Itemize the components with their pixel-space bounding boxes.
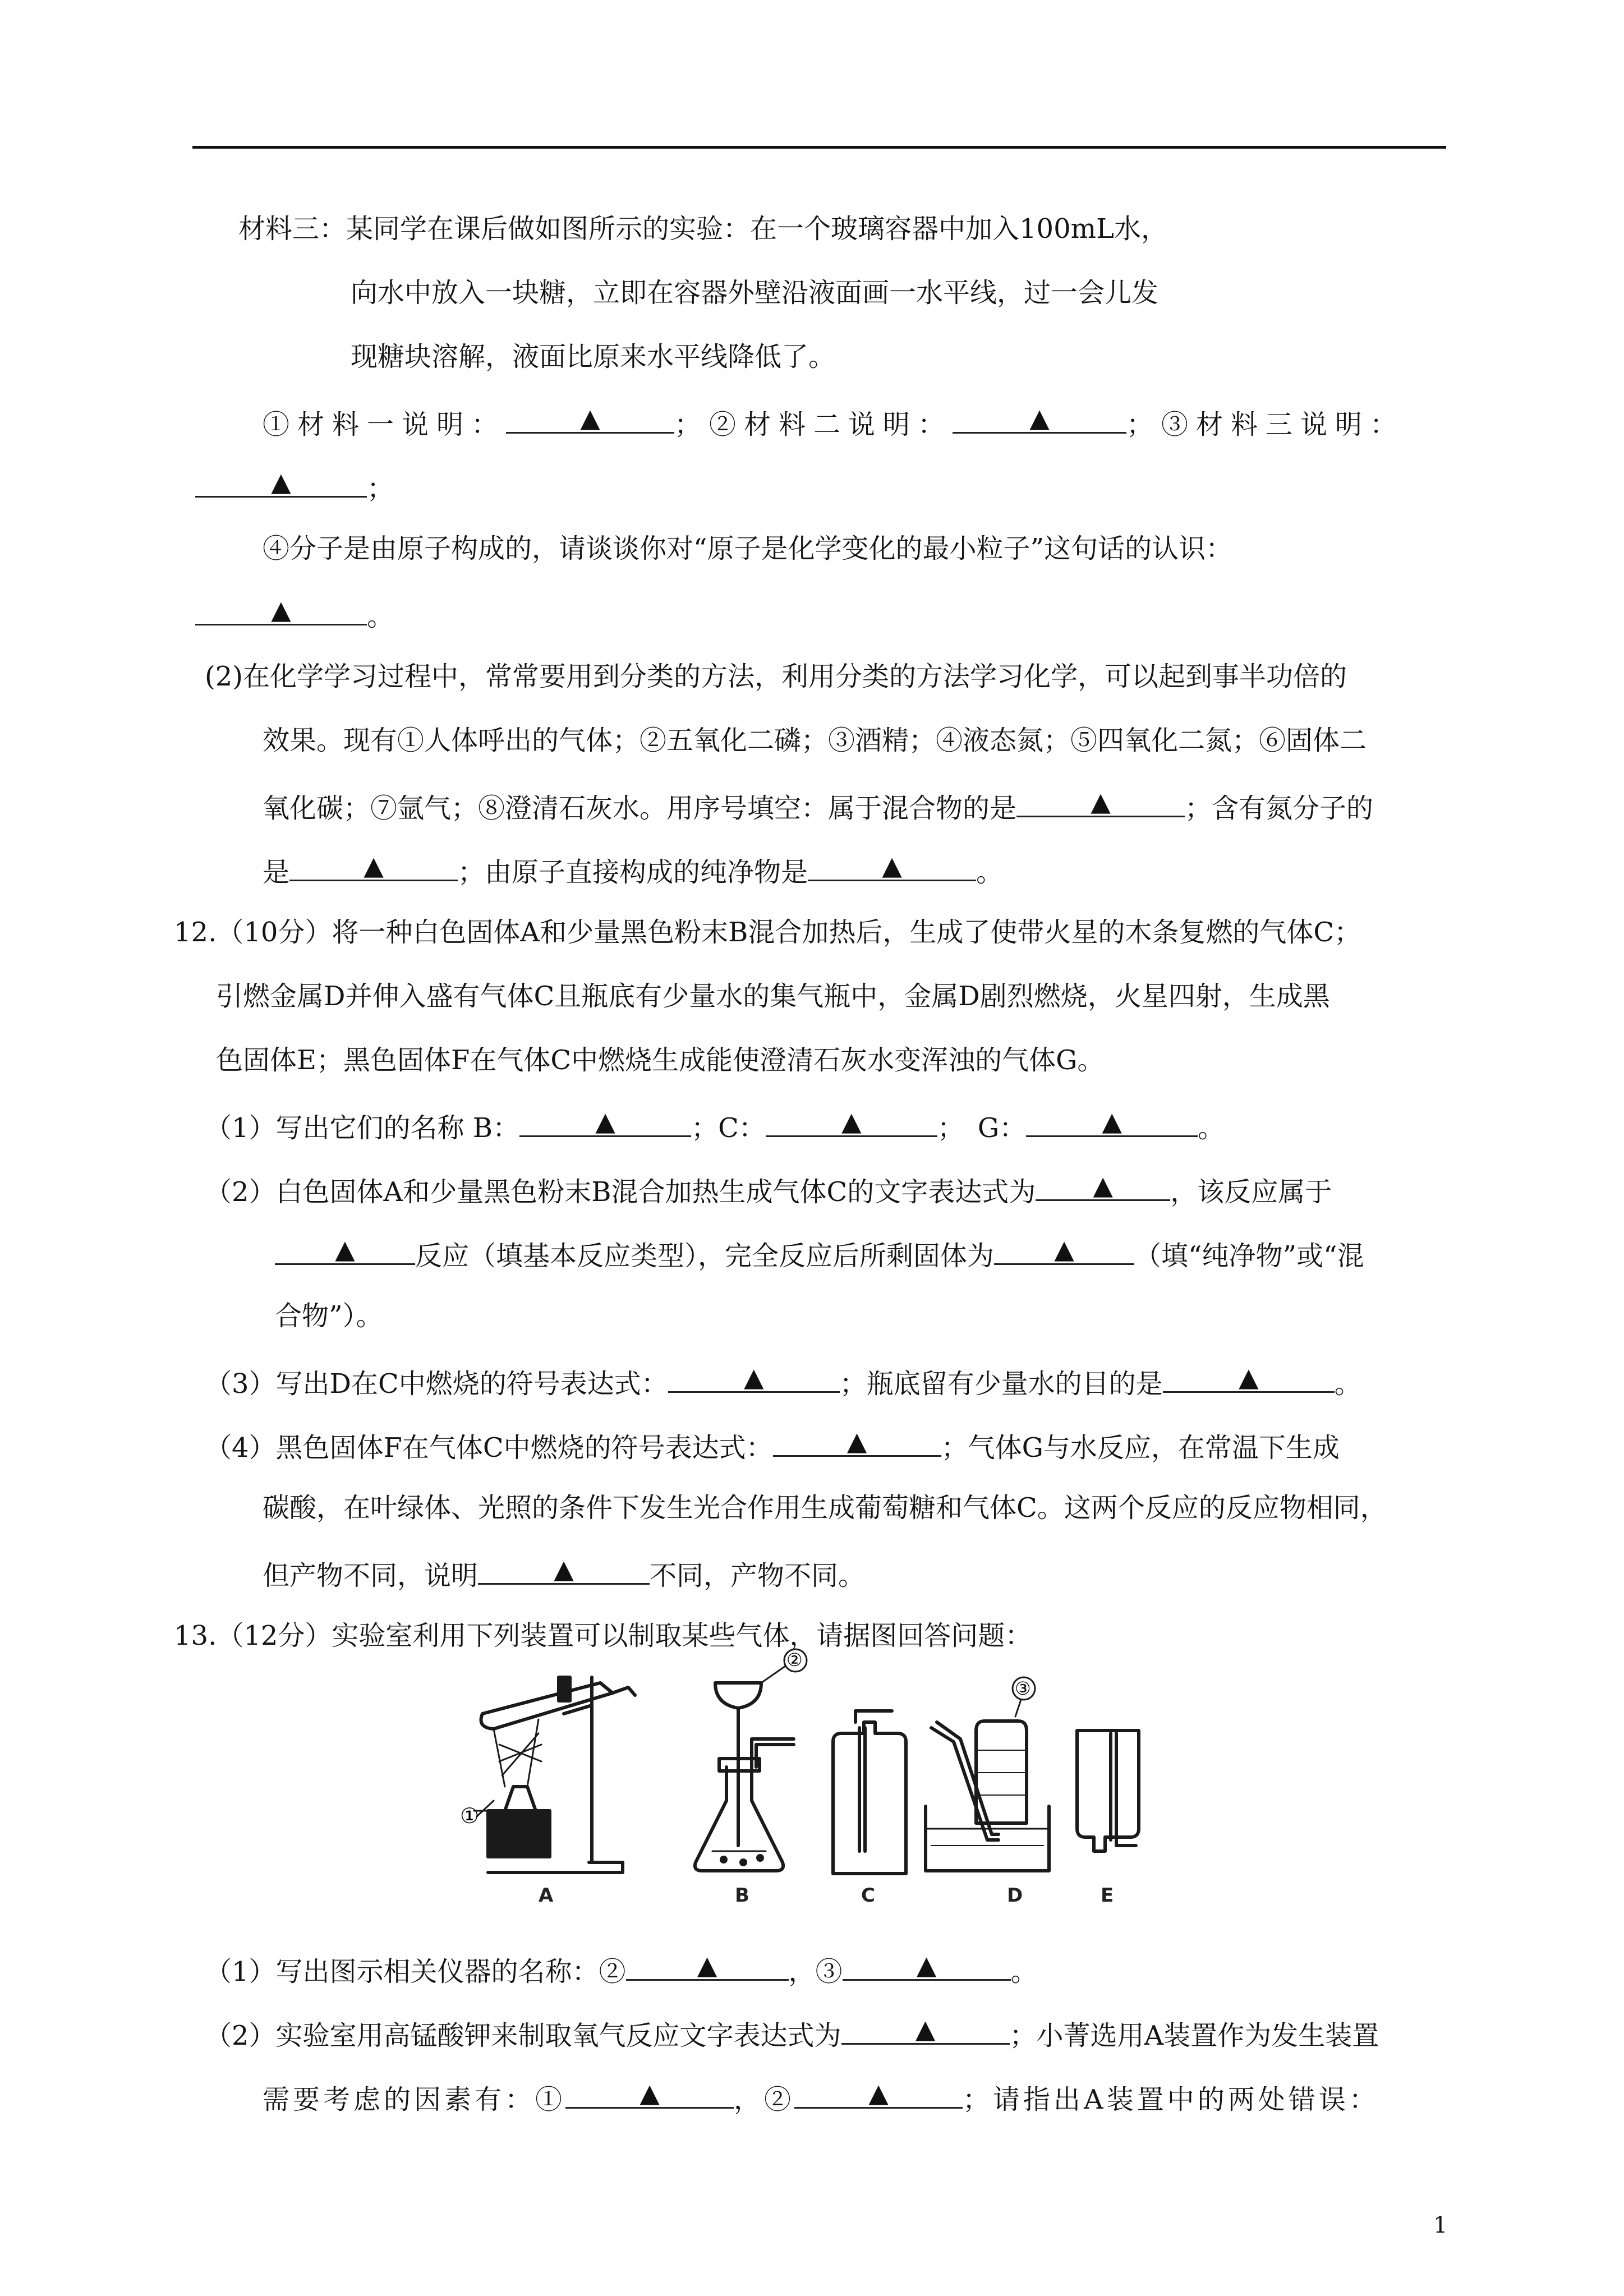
text-line: 12.（10分）将一种白色固体A和少量黑色粉末B混合加热后，生成了使带火星的木条复燃的气体C； (174, 917, 1361, 948)
text-line: 向水中放入一块糖，立即在容器外壁沿液面画一水平线，过一会儿发 (351, 277, 1159, 309)
answer-blank[interactable]: ▲ (668, 1363, 840, 1393)
text-line: （3）写出D在C中燃烧的符号表达式： ▲ ；瓶底留有少量水的目的是 ▲ 。 (205, 1362, 1361, 1400)
text-line: ①材料一说明： ▲ ；②材料二说明： ▲ ；③材料三说明： (263, 403, 1405, 440)
apparatus-d (926, 1677, 1049, 1871)
text-line: （2）白色固体A和少量黑色粉末B混合加热生成气体C的文字表达式为 ▲ ，该反应属于 (205, 1170, 1332, 1208)
svg-text:B: B (735, 1884, 749, 1907)
svg-text:③: ③ (1015, 1678, 1031, 1699)
text-line: 碳酸，在叶绿体、光照的条件下发生光合作用生成葡萄糖和气体C。这两个反应的反应物相同， (263, 1492, 1387, 1524)
text-line: 需要考虑的因素有：① ▲ ，② ▲ ；请指出A装置中的两处错误： (263, 2078, 1379, 2115)
text-line: ▲ 。 (195, 596, 394, 629)
answer-blank[interactable]: ▲ (289, 852, 458, 881)
text-line: ▲ ； (195, 468, 394, 501)
apparatus-c (833, 1711, 906, 1874)
apparatus-a (474, 1677, 635, 1872)
text-line: 现糖块溶解，液面比原来水平线降低了。 (351, 341, 836, 372)
text-line: 色固体E；黑色固体F在气体C中燃烧生成能使澄清石灰水变浑浊的气体G。 (216, 1045, 1105, 1076)
apparatus-figure (460, 1649, 1184, 1913)
svg-text:C: C (861, 1884, 875, 1907)
text-line: 但产物不同，说明 ▲ 不同，产物不同。 (263, 1554, 866, 1591)
text-line: 引燃金属D并伸入盛有气体C且瓶底有少量水的集气瓶中，金属D剧烈燃烧，火星四射，生成黑 (216, 981, 1330, 1012)
text-line: （2）实验室用高锰酸钾来制取氧气反应文字表达式为 ▲ ；小菁选用A装置作为发生装置 (205, 2014, 1379, 2051)
svg-text:E: E (1101, 1884, 1114, 1907)
answer-blank[interactable]: ▲ (478, 1555, 650, 1585)
answer-blank[interactable]: ▲ (626, 1951, 789, 1981)
answer-blank[interactable]: ▲ (794, 2079, 963, 2109)
answer-blank[interactable]: ▲ (565, 2079, 734, 2109)
answer-blank[interactable]: ▲ (953, 404, 1126, 434)
answer-blank[interactable]: ▲ (1036, 1171, 1170, 1201)
svg-text:①: ① (460, 1803, 480, 1828)
page-number: 1 (1433, 2212, 1448, 2238)
answer-blank[interactable]: ▲ (519, 1107, 691, 1137)
answer-blank[interactable]: ▲ (1016, 788, 1185, 817)
answer-blank[interactable]: ▲ (766, 1107, 937, 1137)
answer-blank[interactable]: ▲ (275, 1235, 415, 1265)
header-rule (192, 146, 1446, 149)
answer-blank[interactable]: ▲ (506, 404, 674, 434)
svg-text:②: ② (786, 1649, 803, 1671)
answer-blank[interactable]: ▲ (195, 468, 367, 498)
text-line: （4）黑色固体F在气体C中燃烧的符号表达式： ▲ ；气体G与水反应，在常温下生成 (205, 1426, 1340, 1464)
text-line: （1）写出它们的名称 B： ▲ ；C： ▲ ； G： ▲ 。 (205, 1106, 1225, 1144)
apparatus-e (1077, 1731, 1139, 1851)
answer-blank[interactable]: ▲ (1026, 1107, 1198, 1137)
answer-blank[interactable]: ▲ (195, 596, 367, 625)
text-line: 效果。现有①人体呼出的气体；②五氧化二磷；③酒精；④液态氮；⑤四氧化二氮；⑥固体二 (263, 725, 1367, 756)
text-line: 13.（12分）实验室利用下列装置可以制取某些气体，请据图回答问题： (174, 1620, 1032, 1651)
text-line: ▲ 反应（填基本反应类型），完全反应后所剩固体为 ▲ （填“纯净物”或“混 (275, 1235, 1364, 1269)
text-line: （1）写出图示相关仪器的名称：② ▲ ，③ ▲ 。 (205, 1950, 1038, 1987)
text-line: 氧化碳；⑦氩气；⑧澄清石灰水。用序号填空：属于混合物的是 ▲ ；含有氮分子的 (263, 786, 1374, 824)
text-line: 是 ▲ ；由原子直接构成的纯净物是 ▲ 。 (263, 850, 1004, 888)
answer-blank[interactable]: ▲ (808, 852, 976, 881)
answer-blank[interactable]: ▲ (994, 1235, 1134, 1265)
svg-text:D: D (1007, 1884, 1023, 1907)
text-line: (2)在化学学习过程中，常常要用到分类的方法，利用分类的方法学习化学，可以起到事半功倍的 (205, 661, 1347, 692)
text-line: 材料三：某同学在课后做如图所示的实验：在一个玻璃容器中加入100mL水， (238, 213, 1168, 245)
answer-blank[interactable]: ▲ (1163, 1363, 1335, 1393)
svg-text:A: A (539, 1884, 554, 1907)
answer-blank[interactable]: ▲ (841, 2015, 1010, 2045)
apparatus-b (695, 1649, 807, 1871)
text-line: 合物”）。 (275, 1300, 383, 1332)
text-line: ④分子是由原子构成的，请谈谈你对“原子是化学变化的最小粒子”这句话的认识： (263, 533, 1233, 564)
answer-blank[interactable]: ▲ (773, 1427, 941, 1457)
answer-blank[interactable]: ▲ (843, 1951, 1011, 1981)
